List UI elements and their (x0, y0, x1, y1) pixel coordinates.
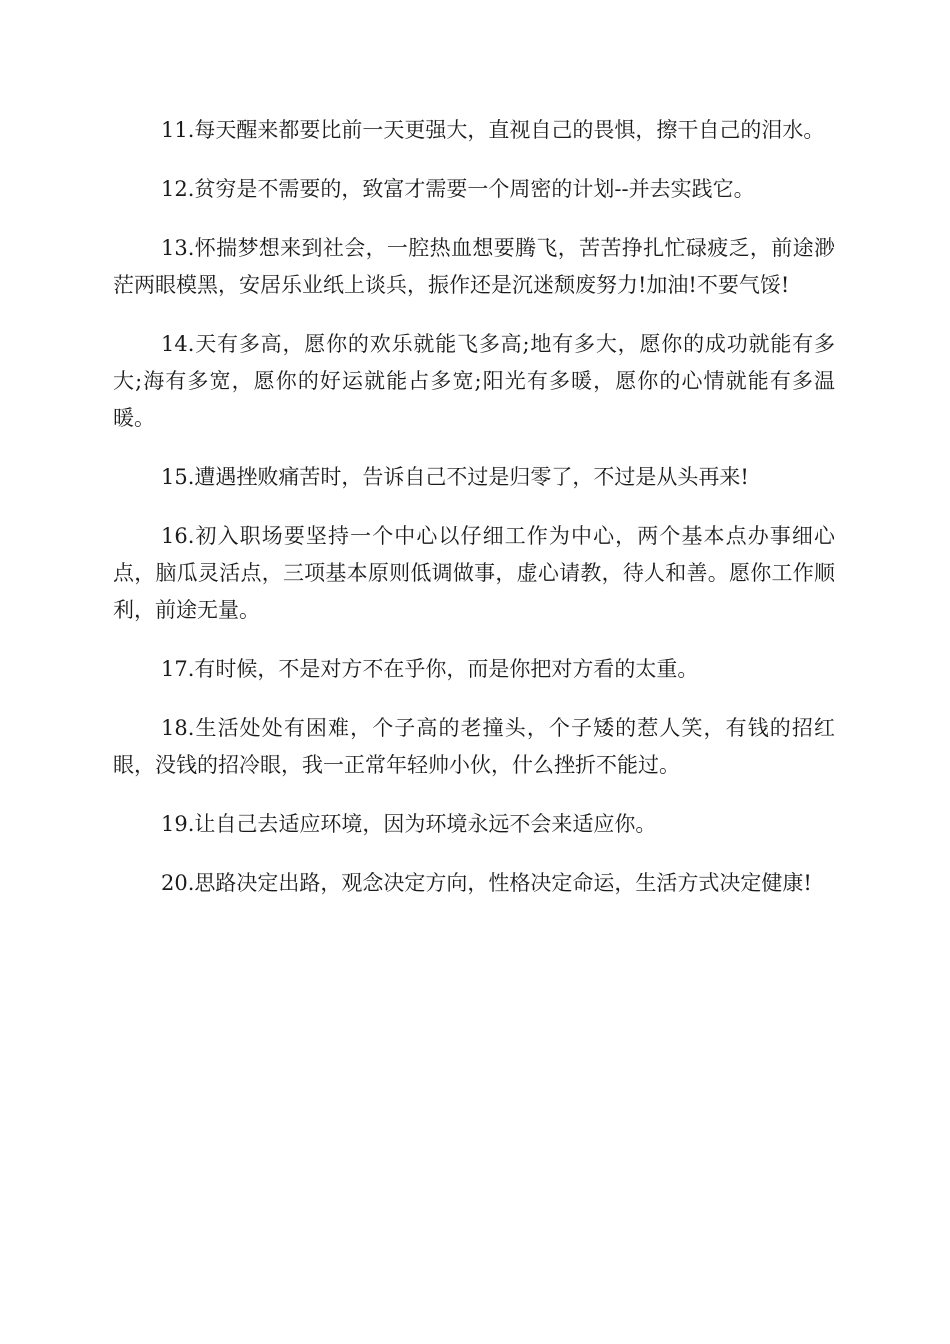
paragraph-12: 12.贫穷是不需要的，致富才需要一个周密的计划--并去实践它。 (161, 177, 755, 201)
document-body (113, 112, 835, 924)
paragraph-14: 14.天有多高，愿你的欢乐就能飞多高;地有多大，愿你的成功就能有多大;海有多宽，愿你的好运就能占多宽;阳光有多暖，愿你的心情就能有多温暖。 (113, 332, 835, 430)
paragraph-13: 13.怀揣梦想来到社会，一腔热血想要腾飞，苦苦挣扎忙碌疲乏，前途渺茫两眼模黑，安居乐业纸上谈兵，振作还是沉迷颓废努力!加油!不要气馁! (113, 236, 835, 297)
paragraph-16: 16.初入职场要坚持一个中心以仔细工作为中心，两个基本点办事细心点，脑瓜灵活点，三项基本原则低调做事，虚心请教，待人和善。愿你工作顺利，前途无量。 (113, 524, 835, 622)
paragraph-19: 19.让自己去适应环境，因为环境永远不会来适应你。 (161, 812, 657, 836)
paragraph-17: 17.有时候，不是对方不在乎你，而是你把对方看的太重。 (161, 657, 699, 681)
paragraph-20: 20.思路决定出路，观念决定方向，性格决定命运，生活方式决定健康! (161, 871, 812, 895)
paragraph-15: 15.遭遇挫败痛苦时，告诉自己不过是归零了，不过是从头再来! (161, 465, 749, 489)
paragraph-11: 11.每天醒来都要比前一天更强大，直视自己的畏惧，擦干自己的泪水。 (161, 118, 825, 142)
paragraph-18: 18.生活处处有困难，个子高的老撞头，个子矮的惹人笑，有钱的招红眼，没钱的招冷眼，我一正常年轻帅小伙，什么挫折不能过。 (113, 716, 835, 777)
